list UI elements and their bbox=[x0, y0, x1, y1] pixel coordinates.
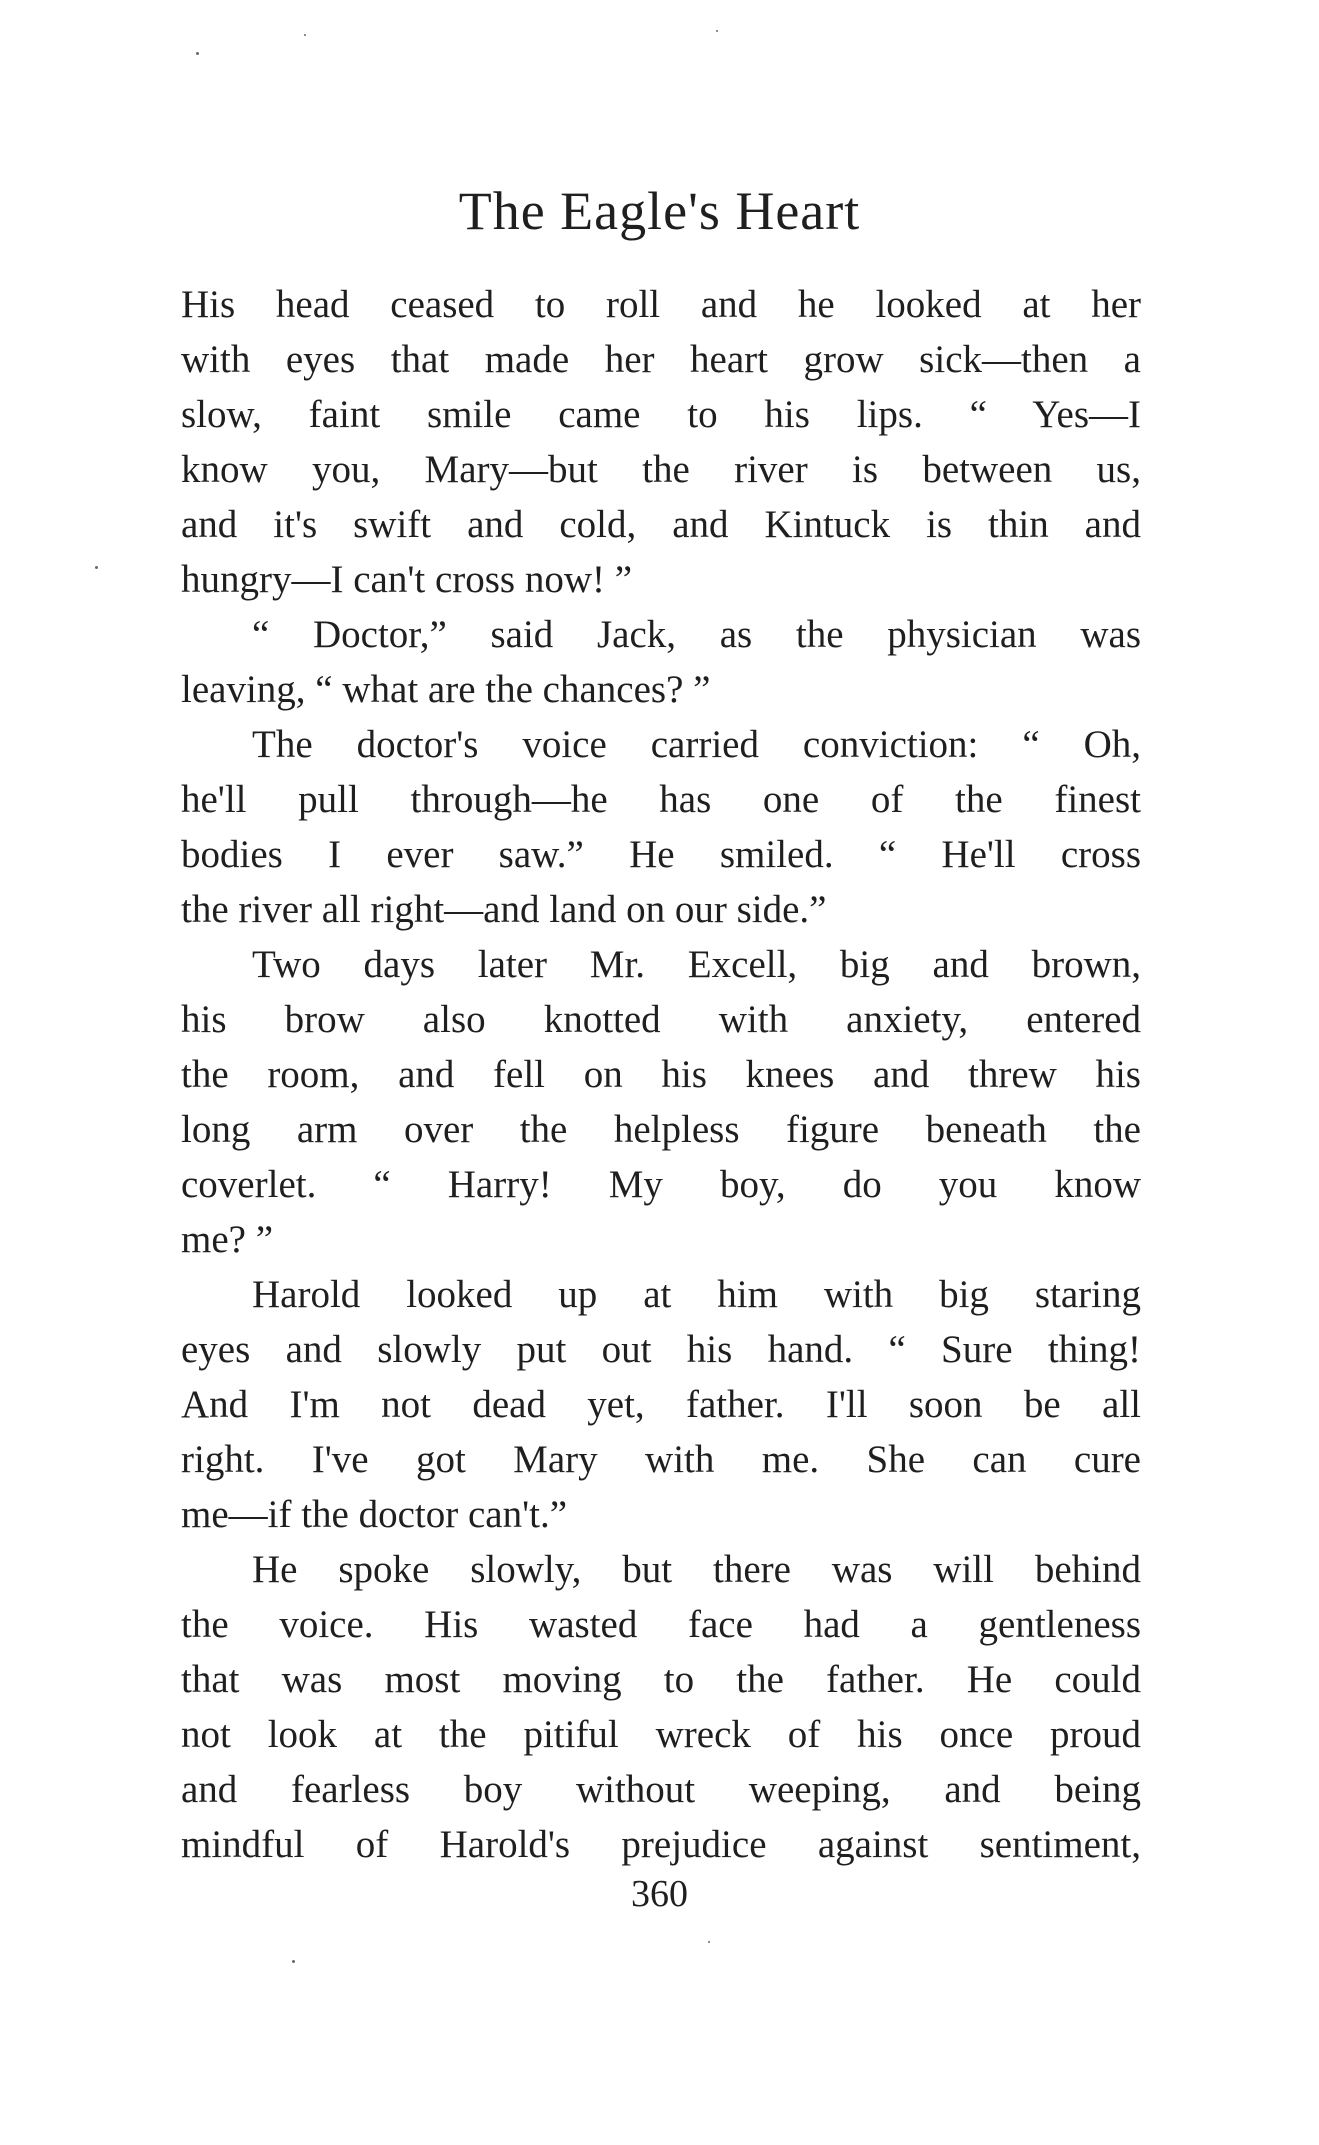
text-line: eyes and slowly put out his hand. “ Sure thing! bbox=[181, 1328, 1141, 1371]
running-head: The Eagle's Heart bbox=[458, 181, 861, 241]
text-line: long arm over the helpless figure beneath the bbox=[181, 1108, 1141, 1151]
text-line: slow, faint smile came to his lips. “ Yes—I bbox=[181, 393, 1141, 436]
ink-speck bbox=[716, 30, 718, 32]
text-line: The doctor's voice carried conviction: “ Oh, bbox=[252, 723, 1141, 766]
text-line: and it's swift and cold, and Kintuck is thin and bbox=[181, 503, 1141, 546]
ink-speck bbox=[708, 1941, 710, 1943]
text-line: the room, and fell on his knees and threw his bbox=[181, 1053, 1141, 1096]
ink-speck bbox=[95, 566, 98, 569]
ink-speck bbox=[292, 1960, 295, 1963]
text-line: Two days later Mr. Excell, big and brown, bbox=[252, 943, 1141, 986]
text-line: that was most moving to the father. He could bbox=[181, 1658, 1141, 1701]
text-line: me—if the doctor can't.” bbox=[181, 1493, 568, 1536]
text-line: And I'm not dead yet, father. I'll soon be all bbox=[181, 1383, 1141, 1426]
text-line: Harold looked up at him with big staring bbox=[252, 1273, 1141, 1316]
text-line: bodies I ever saw.” He smiled. “ He'll cross bbox=[181, 833, 1141, 876]
text-line: his brow also knotted with anxiety, entered bbox=[181, 998, 1141, 1041]
text-line: coverlet. “ Harry! My boy, do you know bbox=[181, 1163, 1141, 1206]
text-line: “ Doctor,” said Jack, as the physician was bbox=[252, 613, 1141, 656]
text-line: he'll pull through—he has one of the finest bbox=[181, 778, 1141, 821]
text-line: hungry—I can't cross now! ” bbox=[181, 558, 633, 601]
text-line: know you, Mary—but the river is between us, bbox=[181, 448, 1141, 491]
text-line: the river all right—and land on our side.” bbox=[181, 888, 827, 931]
text-line: me? ” bbox=[181, 1218, 274, 1261]
ink-speck bbox=[304, 34, 306, 36]
text-line: with eyes that made her heart grow sick—then a bbox=[181, 338, 1141, 381]
text-line: right. I've got Mary with me. She can cure bbox=[181, 1438, 1141, 1481]
text-line: His head ceased to roll and he looked at her bbox=[181, 283, 1141, 326]
text-line: mindful of Harold's prejudice against sentiment, bbox=[181, 1823, 1141, 1866]
body-text bbox=[181, 277, 1141, 1872]
text-line: leaving, “ what are the chances? ” bbox=[181, 668, 711, 711]
text-line: the voice. His wasted face had a gentleness bbox=[181, 1603, 1141, 1646]
page-number: 360 bbox=[631, 1873, 688, 1915]
text-line: and fearless boy without weeping, and being bbox=[181, 1768, 1141, 1811]
text-line: He spoke slowly, but there was will behind bbox=[252, 1548, 1141, 1591]
ink-speck bbox=[196, 52, 199, 55]
text-line: not look at the pitiful wreck of his once proud bbox=[181, 1713, 1141, 1756]
